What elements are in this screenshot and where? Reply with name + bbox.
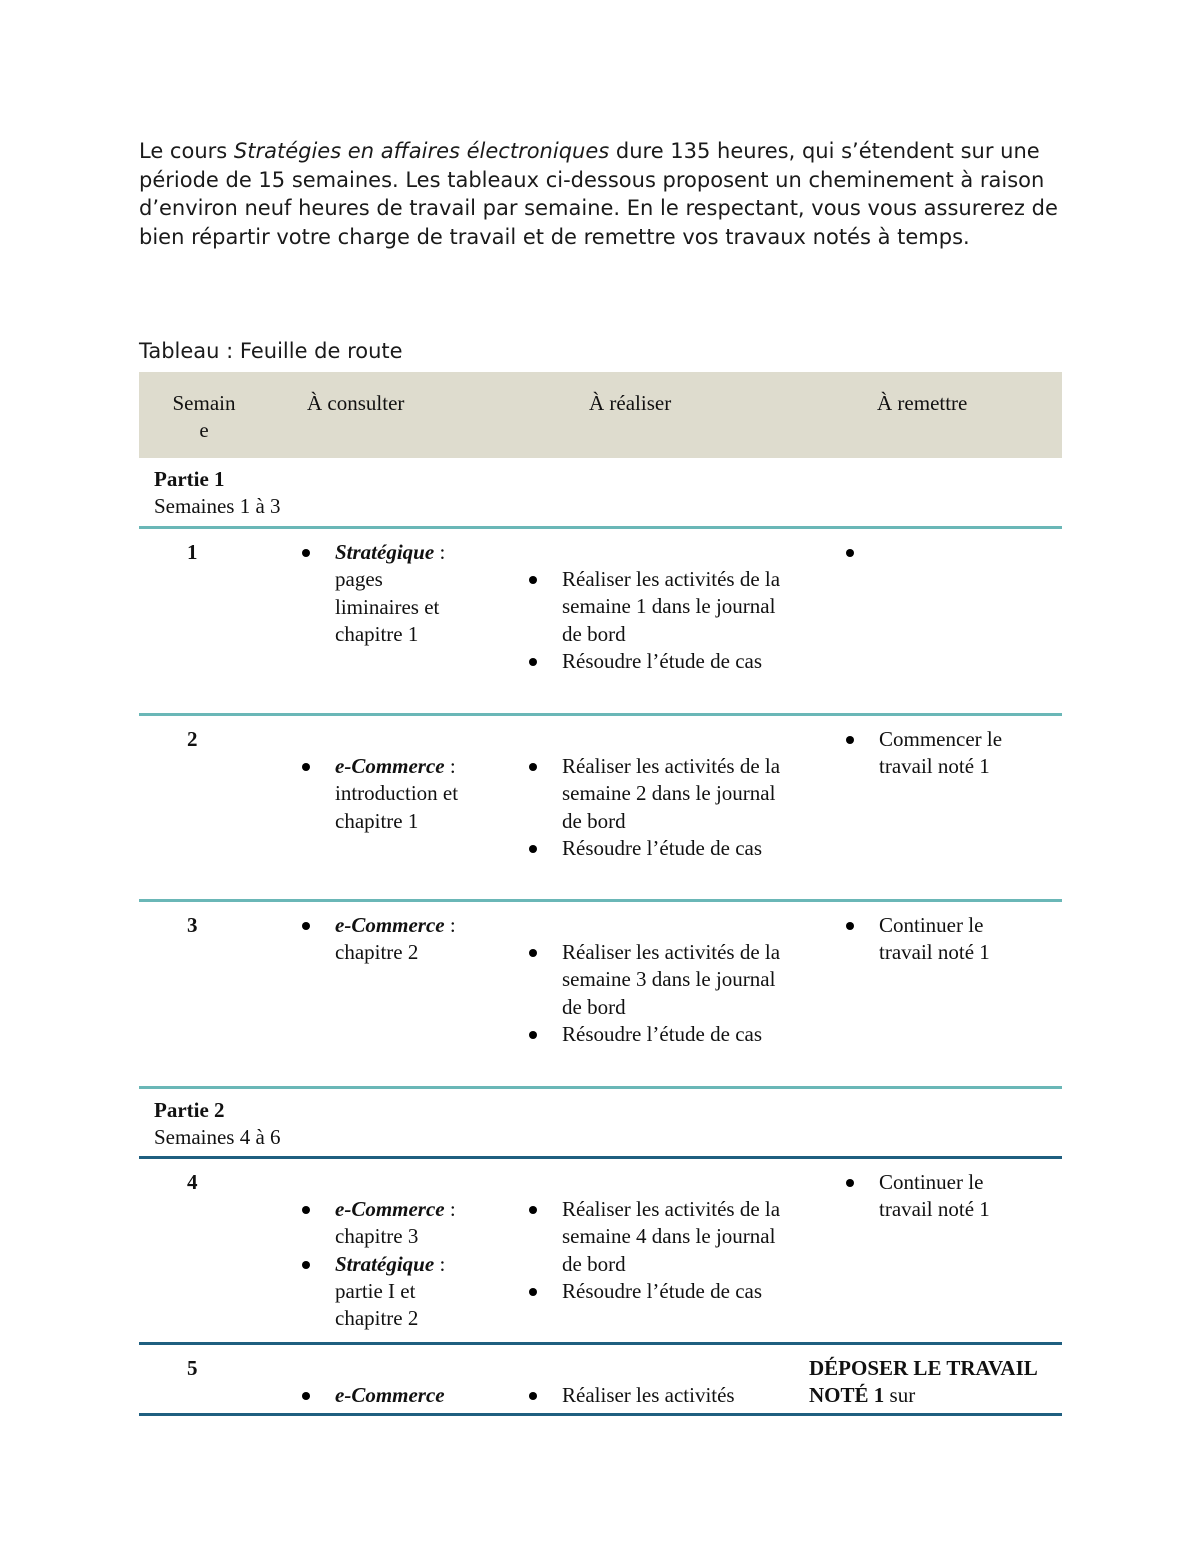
list-item [335, 753, 460, 835]
consult-detail: : partie I et chapitre 2 [335, 1251, 446, 1331]
row-divider [139, 1413, 1062, 1416]
intro-paragraph [139, 137, 1069, 251]
table-header [139, 372, 1062, 458]
consult-cell [335, 539, 465, 648]
submit-cell [879, 1169, 1029, 1224]
table-row [139, 902, 1062, 1086]
week-number: 3 [187, 913, 198, 937]
list-item [879, 539, 1059, 566]
consult-detail: : pages liminaires et chapitre 1 [335, 540, 446, 646]
header-week [159, 390, 249, 445]
table-caption: Tableau : Feuille de route [139, 339, 403, 363]
book-title: Stratégique [335, 540, 435, 564]
list-item: Résoudre l’étude de cas [562, 648, 792, 675]
list-item: Réaliser les activités de la semaine 4 dans le journal de bord [562, 1196, 792, 1278]
intro-after-title: dure 135 heures, qui s’étendent sur une période de 15 semaines. Les tableaux ci-dessous proposent un cheminement à raison d’environ neuf heures de travail par semaine. En le respectant, vous vous assurerez de bien répartir votre charge de travail et de remettre vos travaux notés à temps. [139, 139, 1058, 249]
header-consult: À consulter [307, 391, 405, 415]
consult-cell [335, 1196, 465, 1332]
book-title: e-Commerce [335, 1197, 445, 1221]
list-item: Réaliser les activités [562, 1382, 792, 1409]
list-item [335, 539, 465, 648]
list-item [335, 1251, 465, 1333]
realize-cell [562, 939, 792, 1048]
book-title: e-Commerce [335, 1383, 445, 1407]
table-row [139, 716, 1062, 899]
realize-cell [562, 1382, 792, 1409]
list-item [335, 912, 465, 967]
consult-detail: : chapitre 3 [335, 1197, 456, 1249]
header-submit: À remettre [877, 391, 968, 415]
week-number: 2 [187, 727, 198, 751]
list-item: Continuer le travail noté 1 [879, 912, 1029, 967]
header-realize: À réaliser [589, 391, 672, 415]
part-range: Semaines 4 à 6 [154, 1125, 281, 1150]
consult-detail: : chapitre 2 [335, 913, 456, 965]
submit-instruction: DÉPOSER LE TRAVAIL NOTÉ 1 [809, 1356, 1037, 1408]
list-item: Résoudre l’étude de cas [562, 1278, 792, 1305]
week-number: 5 [187, 1356, 198, 1380]
roadmap-table [139, 372, 1062, 1416]
book-title: e-Commerce [335, 754, 445, 778]
list-item: Réaliser les activités de la semaine 2 dans le journal de bord [562, 753, 792, 835]
week-number: 4 [187, 1170, 198, 1194]
part-2-heading [139, 1089, 1062, 1156]
consult-cell [335, 1382, 465, 1409]
submit-cell [879, 726, 1029, 781]
submit-cell [809, 1355, 1049, 1410]
list-item: Résoudre l’étude de cas [562, 1021, 792, 1048]
part-title: Partie 1 [154, 467, 225, 491]
list-item [335, 1196, 465, 1251]
list-item: Continuer le travail noté 1 [879, 1169, 1029, 1224]
list-item [335, 1382, 465, 1409]
book-title: Stratégique [335, 1251, 435, 1276]
submit-cell [879, 912, 1029, 967]
part-title: Partie 2 [154, 1098, 225, 1122]
submit-instruction-tail: sur [884, 1383, 916, 1408]
part-range: Semaines 1 à 3 [154, 494, 281, 519]
intro-before-title: Le cours [139, 139, 234, 163]
consult-cell [335, 912, 465, 967]
header-week-line1: Semain [172, 391, 236, 415]
course-title: Stratégies en affaires électroniques [233, 139, 610, 163]
part-1-heading [139, 458, 1062, 526]
realize-cell [562, 566, 792, 675]
consult-cell [335, 753, 460, 835]
week-number: 1 [187, 540, 198, 564]
header-week-line2: e [199, 418, 209, 443]
realize-cell [562, 753, 792, 862]
list-item: Réaliser les activités de la semaine 1 dans le journal de bord [562, 566, 792, 648]
table-row [139, 529, 1062, 713]
realize-cell [562, 1196, 792, 1305]
book-title: e-Commerce [335, 913, 445, 937]
table-row [139, 1345, 1062, 1413]
submit-cell [879, 539, 1059, 566]
consult-detail: : introduction et chapitre 1 [335, 754, 459, 833]
list-item: Résoudre l’étude de cas [562, 835, 792, 862]
list-item: Commencer le travail noté 1 [879, 726, 1029, 781]
list-item: Réaliser les activités de la semaine 3 dans le journal de bord [562, 939, 792, 1021]
table-row [139, 1159, 1062, 1342]
